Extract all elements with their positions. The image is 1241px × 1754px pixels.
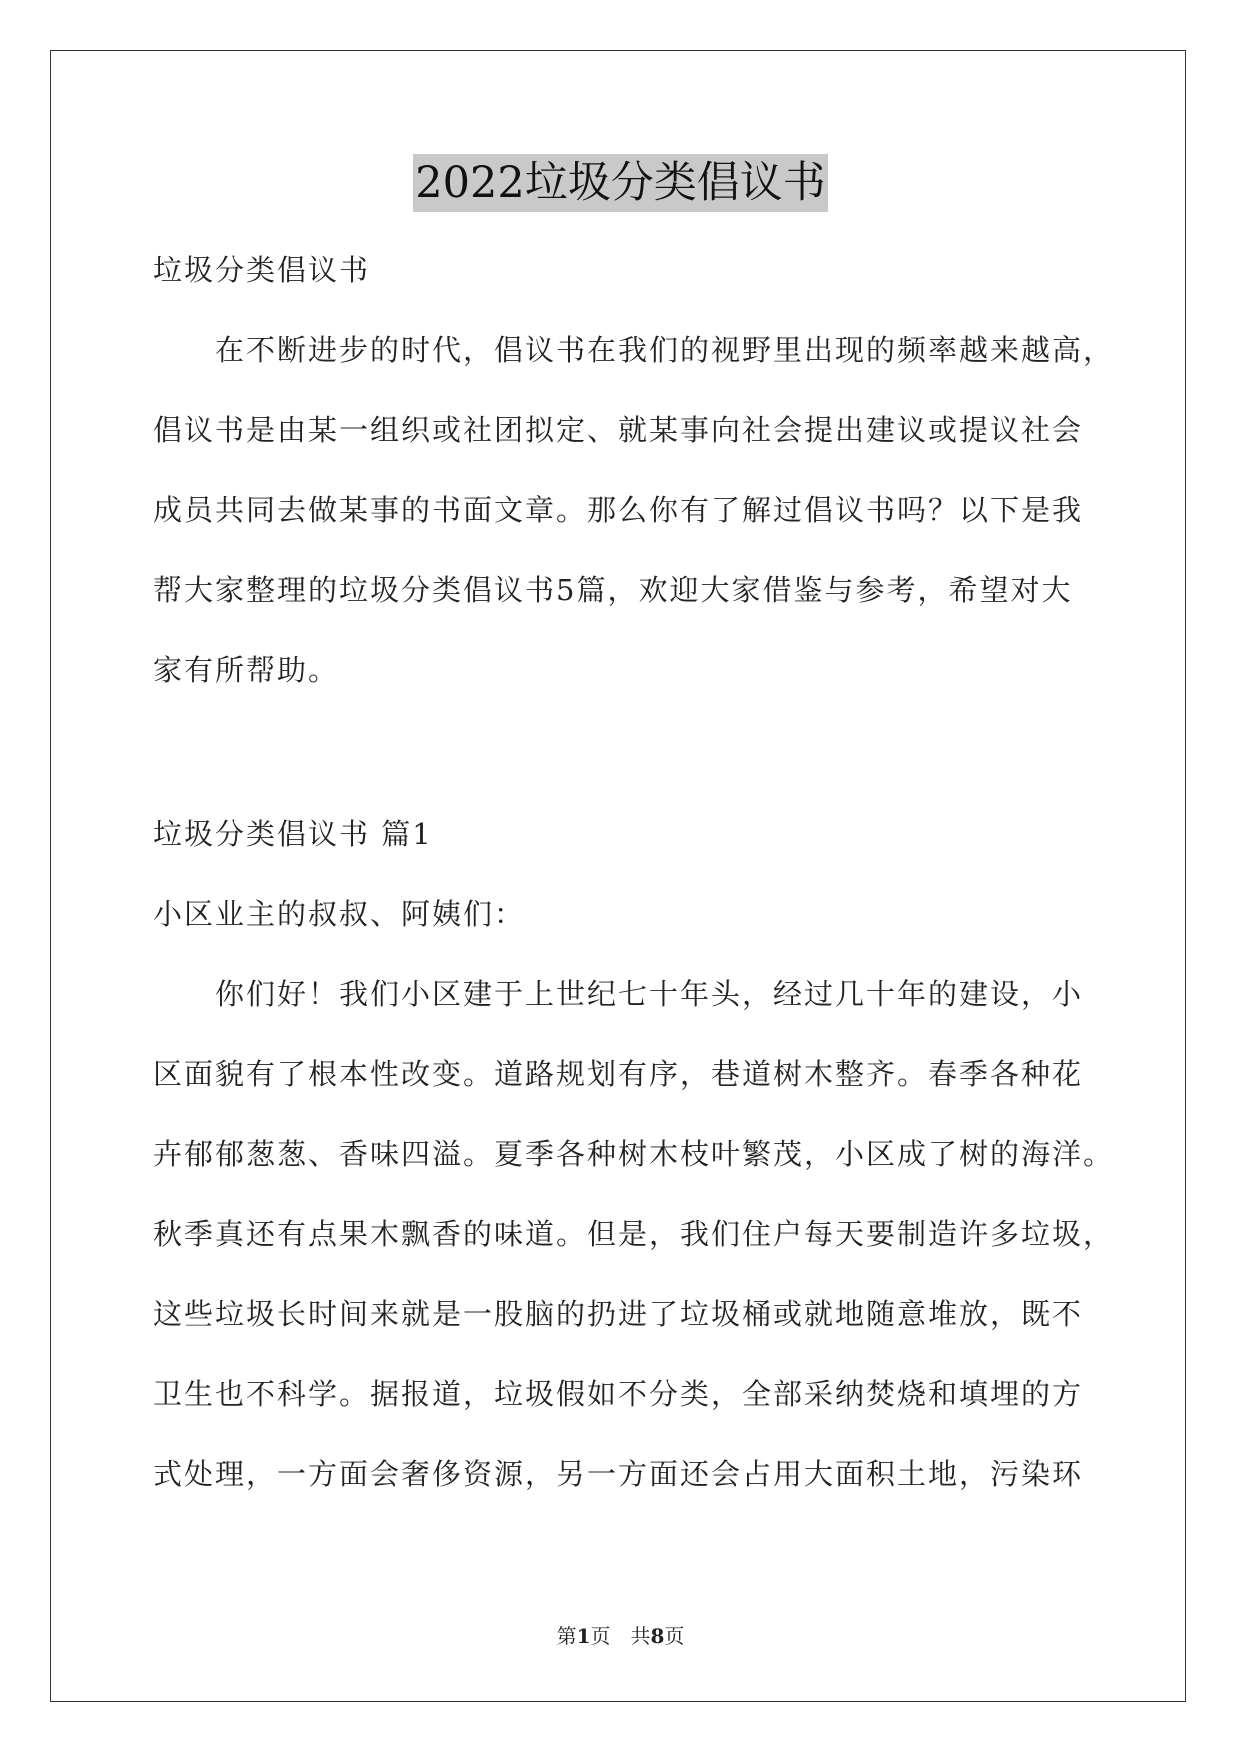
page-current-number: 1 <box>576 1624 591 1648</box>
intro-paragraph-line: 帮大家整理的垃圾分类倡议书5篇，欢迎大家借鉴与参考，希望对大 <box>153 573 1073 607</box>
page-suffix: 页 <box>664 1624 685 1648</box>
document-body <box>153 230 1115 1514</box>
body-paragraph-line: 区面貌有了根本性改变。道路规划有序，巷道树木整齐。春季各种花 <box>153 1057 1084 1091</box>
page-mid: 页 共 <box>590 1624 651 1648</box>
document-title: 2022垃圾分类倡议书 <box>413 154 827 212</box>
title-container <box>0 154 1241 212</box>
salutation: 小区业主的叔叔、阿姨们： <box>153 897 526 931</box>
body-paragraph-line: 式处理，一方面会奢侈资源，另一方面还会占用大面积土地，污染环 <box>153 1457 1084 1491</box>
body-paragraph-line: 卉郁郁葱葱、香味四溢。夏季各种树木枝叶繁茂，小区成了树的海洋。 <box>153 1137 1115 1171</box>
body-paragraph-line: 秋季真还有点果木飘香的味道。但是，我们住户每天要制造许多垃圾， <box>153 1217 1115 1251</box>
document-heading: 垃圾分类倡议书 <box>153 253 371 287</box>
section-heading: 垃圾分类倡议书 篇1 <box>153 817 433 851</box>
intro-paragraph-line: 家有所帮助。 <box>153 653 340 687</box>
intro-paragraph-line: 在不断进步的时代，倡议书在我们的视野里出现的频率越来越高， <box>215 333 1115 367</box>
paragraph-spacer <box>153 710 1093 794</box>
intro-paragraph-line: 倡议书是由某一组织或社团拟定、就某事向社会提出建议或提议社会 <box>153 413 1084 447</box>
body-paragraph-line: 这些垃圾长时间来就是一股脑的扔进了垃圾桶或就地随意堆放，既不 <box>153 1297 1084 1331</box>
page-footer <box>0 1620 1241 1649</box>
body-paragraph-line: 卫生也不科学。据报道，垃圾假如不分类，全部采纳焚烧和填埋的方 <box>153 1377 1084 1411</box>
intro-paragraph-line: 成员共同去做某事的书面文章。那么你有了解过倡议书吗？以下是我 <box>153 493 1084 527</box>
body-paragraph-line: 你们好！我们小区建于上世纪七十年头，经过几十年的建设，小 <box>215 977 1084 1011</box>
page-total-number: 8 <box>650 1624 665 1648</box>
page-prefix: 第 <box>556 1624 577 1648</box>
